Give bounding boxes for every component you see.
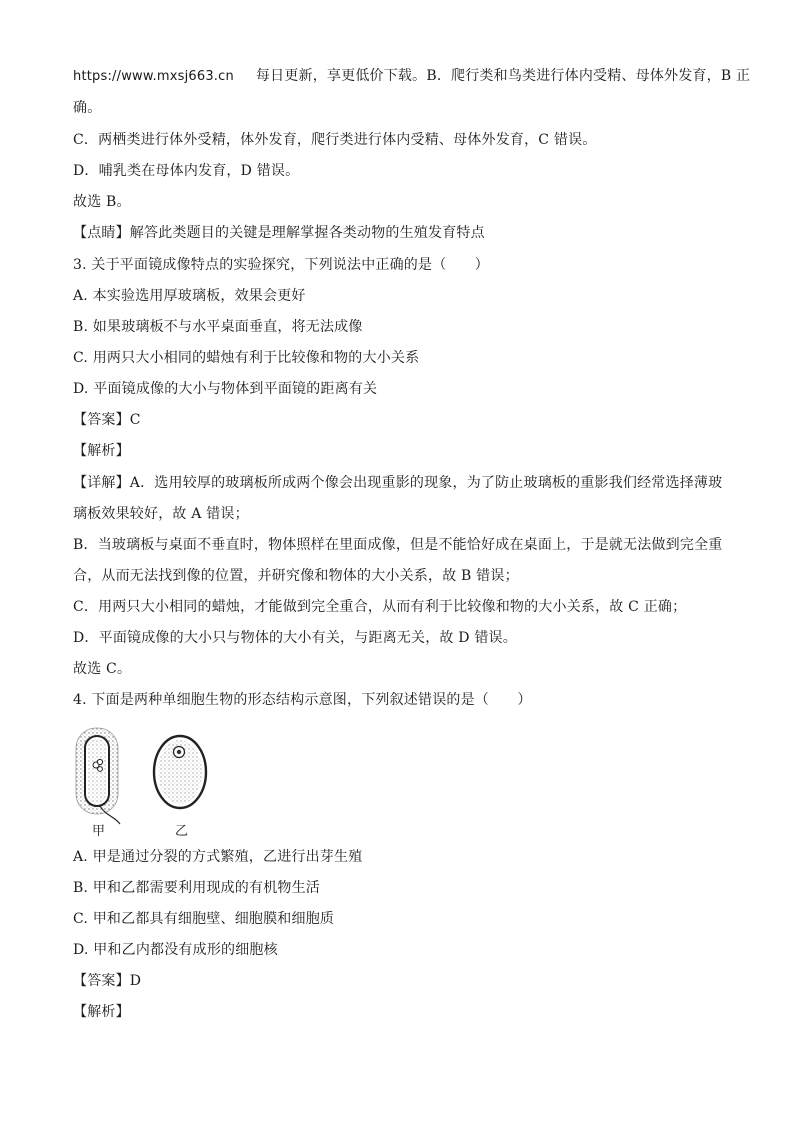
text-line: 【详解】A．选用较厚的玻璃板所成两个像会出现重影的现象，为了防止玻璃板的重影我们经常选择薄玻	[73, 475, 723, 491]
promo-text: 每日更新，享更低价下载。	[255, 68, 427, 84]
cell-diagram	[72, 724, 222, 828]
question-4-option-c: C. 甲和乙都具有细胞壁、细胞膜和细胞质	[73, 911, 335, 927]
text-line: C．两栖类进行体外受精，体外发育，爬行类进行体内受精、母体外发育，C 错误。	[73, 132, 597, 148]
bacterium-jia	[76, 728, 120, 824]
text-line-header	[73, 66, 750, 86]
question-4-answer: 【答案】D	[73, 973, 142, 989]
question-3-option-b: B. 如果玻璃板不与水平桌面垂直，将无法成像	[73, 319, 363, 335]
question-4-option-b: B. 甲和乙都需要利用现成的有机物生活	[73, 880, 320, 896]
text-line: C．用两只大小相同的蜡烛，才能做到完全重合，从而有利于比较像和物的大小关系，故 C 正确；	[73, 599, 687, 615]
text-line: 合，从而无法找到像的位置，并研究像和物体的大小关系，故 B 错误；	[73, 568, 519, 584]
text-line: 故选 B。	[73, 194, 131, 210]
text-line: D．哺乳类在母体内发育，D 错误。	[73, 163, 300, 179]
figure-label-yi: 乙	[175, 824, 189, 839]
question-4-analysis-label: 【解析】	[73, 1004, 130, 1020]
question-4-stem: 4. 下面是两种单细胞生物的形态结构示意图，下列叙述错误的是（ ）	[73, 692, 532, 708]
text-line: D．平面镜成像的大小只与物体的大小有关，与距离无关，故 D 错误。	[73, 630, 517, 646]
question-3-option-a: A. 本实验选用厚玻璃板，效果会更好	[73, 288, 306, 304]
text-line: B．当玻璃板与桌面不垂直时，物体照样在里面成像，但是不能恰好成在桌面上，于是就无法做到完全重	[73, 537, 723, 553]
question-3-option-d: D. 平面镜成像的大小与物体到平面镜的距离有关	[73, 381, 378, 397]
question-3-analysis-label: 【解析】	[73, 443, 130, 459]
question-3-stem: 3. 关于平面镜成像特点的实验探究，下列说法中正确的是（ ）	[73, 257, 490, 273]
question-4-option-a: A. 甲是通过分裂的方式繁殖，乙进行出芽生殖	[73, 849, 363, 865]
site-url: https://www.mxsj663.cn	[73, 69, 234, 84]
figure-label-jia: 甲	[92, 824, 106, 839]
answer-explanation-b: B．爬行类和鸟类进行体内受精、母体外发育，B 正	[426, 68, 751, 84]
text-line: 确。	[73, 100, 102, 116]
question-3-answer: 【答案】C	[73, 412, 141, 428]
question-3-option-c: C. 用两只大小相同的蜡烛有利于比较像和物的大小关系	[73, 350, 420, 366]
comment-line: 【点睛】解答此类题目的关键是理解掌握各类动物的生殖发育特点	[73, 225, 485, 241]
text-line: 璃板效果较好，故 A 错误；	[73, 506, 249, 522]
cell-diagram-figure	[72, 724, 222, 844]
text-line: 故选 C。	[73, 661, 132, 677]
yeast-yi	[154, 736, 206, 808]
question-4-option-d: D. 甲和乙内都没有成形的细胞核	[73, 942, 278, 958]
